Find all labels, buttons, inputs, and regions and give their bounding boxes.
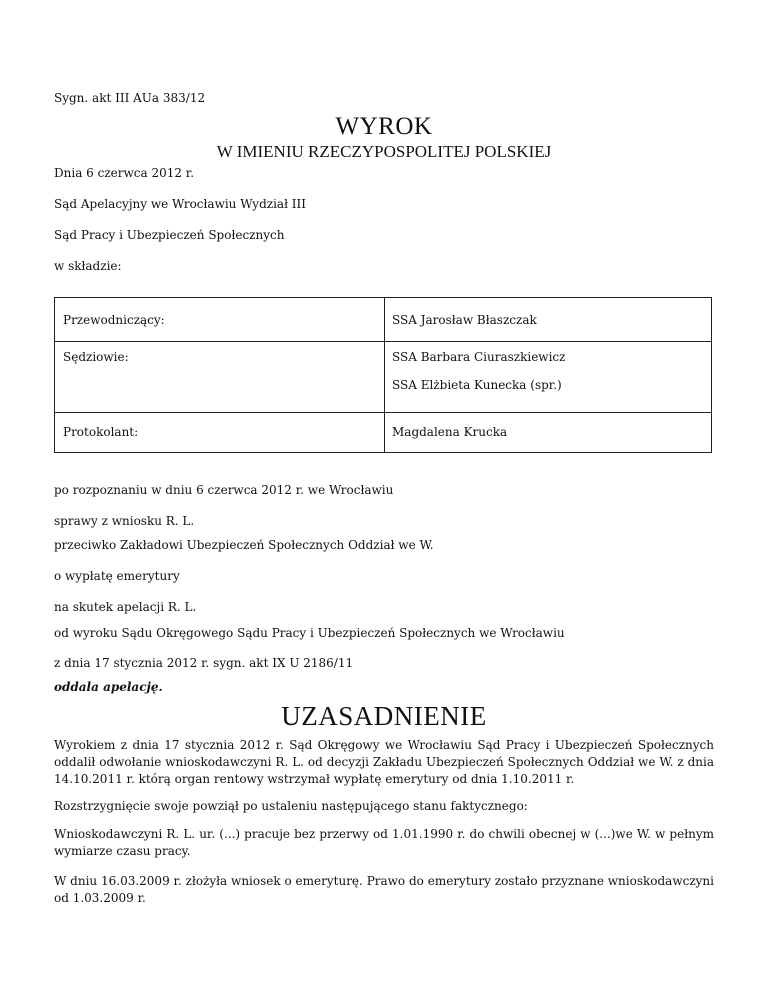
chair-label: Przewodniczący: <box>63 313 165 327</box>
composition-intro: w składzie: <box>54 259 122 273</box>
table-row-divider <box>55 341 711 342</box>
verdict: oddala apelację. <box>54 680 163 694</box>
judges-label: Sędziowie: <box>63 350 129 364</box>
appealed-judgment: od wyroku Sądu Okręgowego Sądu Pracy i Ubezpieczeń Społecznych we Wrocławiu <box>54 626 565 640</box>
court-name: Sąd Apelacyjny we Wrocławiu Wydział III <box>54 197 306 211</box>
document-subtitle: W IMIENIU RZECZYPOSPOLITEJ POLSKIEJ <box>216 142 552 161</box>
document-title: WYROK <box>335 113 433 140</box>
judge-name: SSA Elżbieta Kunecka (spr.) <box>392 378 562 392</box>
chair-name: SSA Jarosław Błaszczak <box>392 313 537 327</box>
composition-table <box>54 297 712 453</box>
justification-paragraph: Wnioskodawczyni R. L. ur. (...) pracuje bez przerwy od 1.01.1990 r. do chwili obecnej w (...)we W. w pełnym wymiarze czasu pracy. <box>54 827 714 858</box>
case-subject: o wypłatę emerytury <box>54 569 180 583</box>
justification-paragraph: Rozstrzygnięcie swoje powziął po ustaleniu następującego stanu faktycznego: <box>54 799 528 813</box>
justification-title: UZASADNIENIE <box>281 701 487 731</box>
case-signature: Sygn. akt III AUa 383/12 <box>54 91 206 105</box>
case-respondent: przeciwko Zakładowi Ubezpieczeń Społecznych Oddział we W. <box>54 538 434 552</box>
appeal-info: na skutek apelacji R. L. <box>54 600 197 614</box>
appealed-judgment-signature: z dnia 17 stycznia 2012 r. sygn. akt IX U 2186/11 <box>54 656 354 670</box>
case-applicant: sprawy z wniosku R. L. <box>54 514 195 528</box>
court-division: Sąd Pracy i Ubezpieczeń Społecznych <box>54 228 285 242</box>
table-column-divider <box>384 298 385 452</box>
justification-paragraph: Wyrokiem z dnia 17 stycznia 2012 r. Sąd Okręgowy we Wrocławiu Sąd Pracy i Ubezpieczeń Społecznych oddalił odwołanie wnioskodawczyni R. L. od decyzji Zakładu Ubezpieczeń Społecznych Oddział we W. z dnia 14.10.2011 r. którą organ rentowy wstrzymał wypłatę emerytury od dnia 1.10.2011 r. <box>54 738 714 786</box>
justification-paragraph: W dniu 16.03.2009 r. złożyła wniosek o emeryturę. Prawo do emerytury zostało przyznane wnioskodawczyni od 1.03.2009 r. <box>54 874 714 905</box>
judge-name: SSA Barbara Ciuraszkiewicz <box>392 350 566 364</box>
clerk-label: Protokolant: <box>63 425 139 439</box>
clerk-name: Magdalena Krucka <box>392 425 508 439</box>
hearing-info: po rozpoznaniu w dniu 6 czerwca 2012 r. we Wrocławiu <box>54 483 394 497</box>
table-row-divider <box>55 412 711 413</box>
judgment-date: Dnia 6 czerwca 2012 r. <box>54 166 195 180</box>
